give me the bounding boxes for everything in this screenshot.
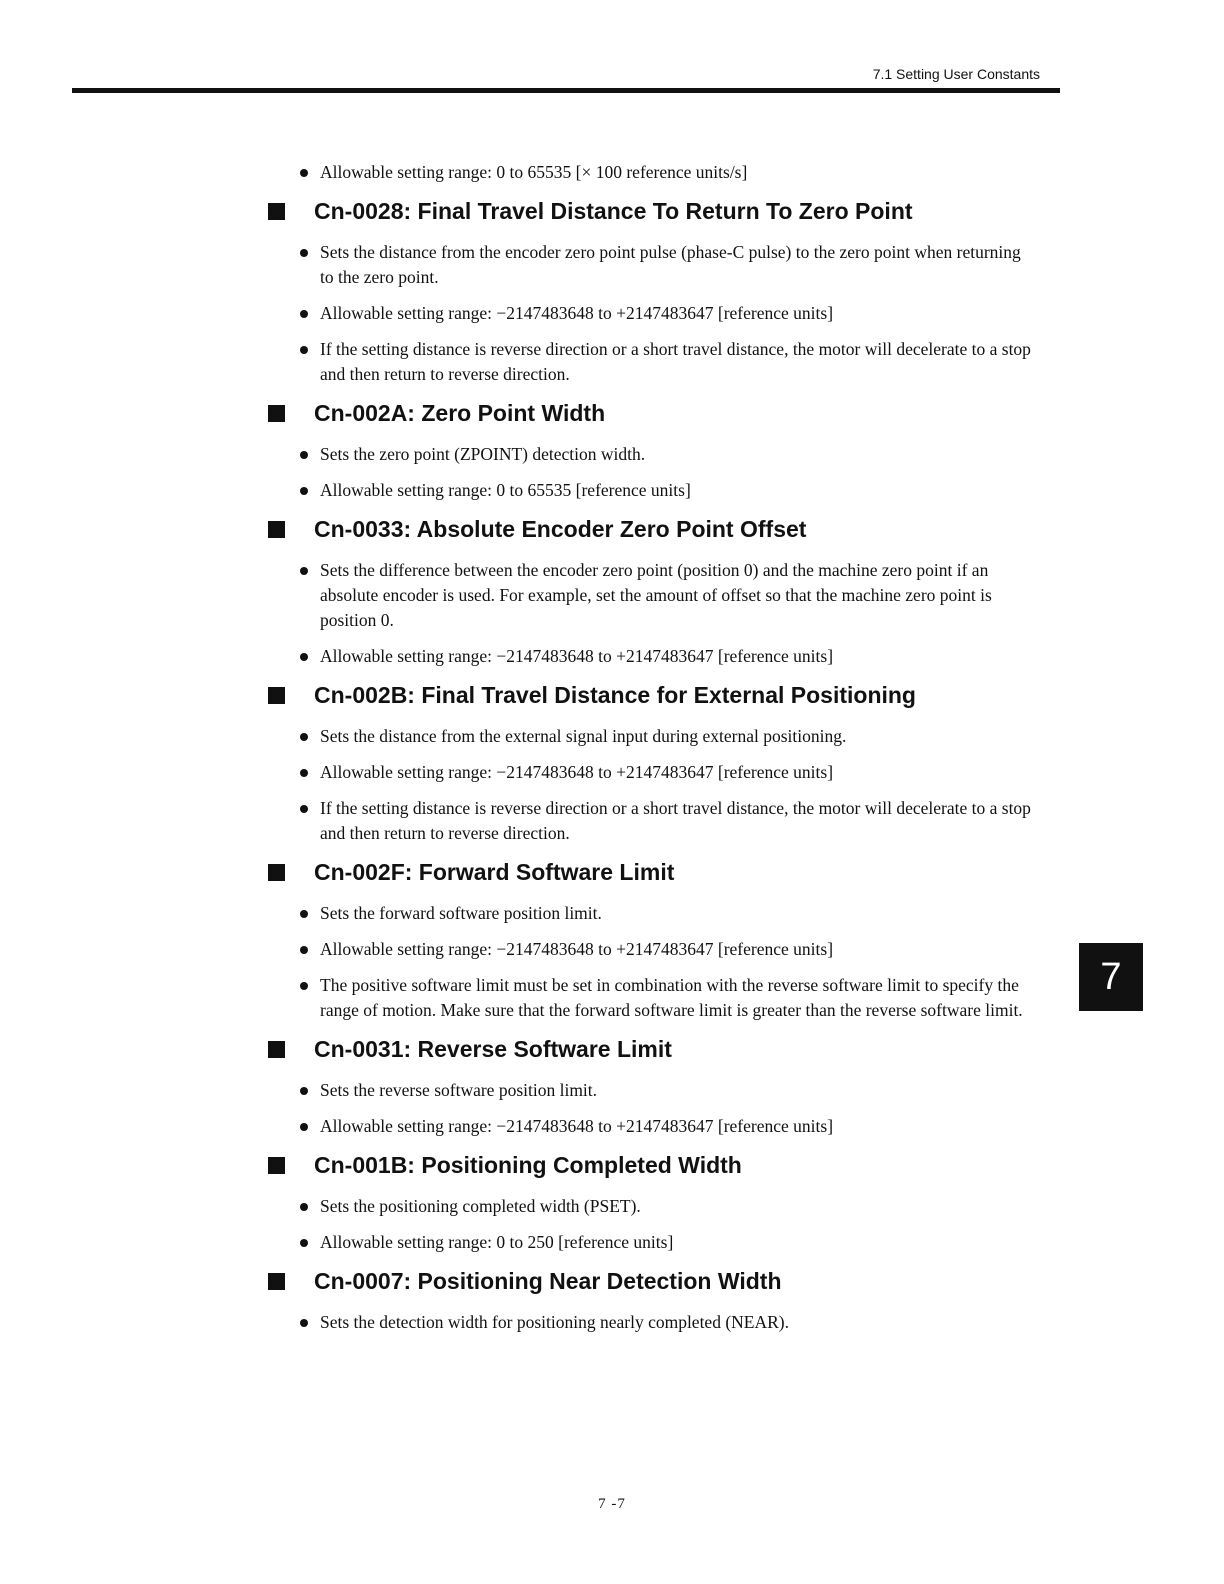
section-heading — [268, 1266, 1068, 1296]
section-cn-0007 — [268, 1266, 1068, 1335]
running-head: 7.1 Setting User Constants — [872, 66, 1040, 82]
section-heading-text: Cn-0007: Positioning Near Detection Width — [314, 1268, 782, 1294]
square-bullet-icon — [268, 1273, 285, 1290]
bullet-list — [268, 1194, 1068, 1255]
section-cn-002b — [268, 680, 1068, 846]
square-bullet-icon — [268, 687, 285, 704]
section-heading — [268, 857, 1068, 887]
section-heading — [268, 680, 1068, 710]
bullet-item: Allowable setting range: −2147483648 to +2147483647 [reference units] — [320, 1114, 1032, 1139]
section-heading-text: Cn-0033: Absolute Encoder Zero Point Offset — [314, 516, 807, 542]
bullet-list — [268, 1310, 1068, 1335]
bullet-item: Allowable setting range: −2147483648 to +2147483647 [reference units] — [320, 644, 1032, 669]
section-cn-002f — [268, 857, 1068, 1023]
section-heading — [268, 1150, 1068, 1180]
bullet-list — [268, 724, 1068, 846]
section-cn-001b — [268, 1150, 1068, 1255]
bullet-list — [268, 558, 1068, 669]
bullet-list — [268, 240, 1068, 387]
square-bullet-icon — [268, 864, 285, 881]
bullet-item: Allowable setting range: 0 to 65535 [reference units] — [320, 478, 1032, 503]
header-rule — [72, 88, 1060, 93]
section-heading — [268, 196, 1068, 226]
bullet-item: Allowable setting range: −2147483648 to +2147483647 [reference units] — [320, 760, 1032, 785]
bullet-item: Allowable setting range: 0 to 65535 [× 100 reference units/s] — [320, 160, 1032, 185]
square-bullet-icon — [268, 1157, 285, 1174]
bullet-item: Sets the distance from the encoder zero point pulse (phase-C pulse) to the zero point when returning to the zero point. — [320, 240, 1032, 290]
bullet-item: Allowable setting range: −2147483648 to +2147483647 [reference units] — [320, 301, 1032, 326]
section-cn-0028 — [268, 196, 1068, 387]
section-heading-text: Cn-0028: Final Travel Distance To Return To Zero Point — [314, 198, 913, 224]
section-cn-0033 — [268, 514, 1068, 669]
section-heading-text: Cn-002A: Zero Point Width — [314, 400, 606, 426]
square-bullet-icon — [268, 521, 285, 538]
page-content — [268, 160, 1068, 1346]
square-bullet-icon — [268, 405, 285, 422]
chapter-tab: 7 — [1079, 943, 1143, 1011]
bullet-item: Allowable setting range: −2147483648 to +2147483647 [reference units] — [320, 937, 1032, 962]
bullet-list — [268, 901, 1068, 1023]
bullet-item: Sets the positioning completed width (PSET). — [320, 1194, 1032, 1219]
page-number: 7 -7 — [598, 1496, 626, 1512]
section-heading-text: Cn-002B: Final Travel Distance for External Positioning — [314, 682, 916, 708]
square-bullet-icon — [268, 1041, 285, 1058]
bullet-item: Sets the forward software position limit. — [320, 901, 1032, 926]
square-bullet-icon — [268, 203, 285, 220]
section-cn-0031 — [268, 1034, 1068, 1139]
section-heading-text: Cn-002F: Forward Software Limit — [314, 859, 675, 885]
bullet-list — [268, 1078, 1068, 1139]
section-cn-002a — [268, 398, 1068, 503]
section-heading — [268, 398, 1068, 428]
bullet-item: If the setting distance is reverse direction or a short travel distance, the motor will decelerate to a stop and then return to reverse direction. — [320, 796, 1032, 846]
bullet-item: Sets the reverse software position limit. — [320, 1078, 1032, 1103]
bullet-item: Sets the detection width for positioning nearly completed (NEAR). — [320, 1310, 1032, 1335]
section-heading — [268, 1034, 1068, 1064]
bullet-item: If the setting distance is reverse direction or a short travel distance, the motor will decelerate to a stop and then return to reverse direction. — [320, 337, 1032, 387]
section-heading-text: Cn-001B: Positioning Completed Width — [314, 1152, 742, 1178]
bullet-item: The positive software limit must be set in combination with the reverse software limit to specify the range of motion. Make sure that the forward software limit is greater than the reverse software limit. — [320, 973, 1032, 1023]
bullet-list — [268, 442, 1068, 503]
section-heading-text: Cn-0031: Reverse Software Limit — [314, 1036, 672, 1062]
bullet-item: Sets the difference between the encoder zero point (position 0) and the machine zero point if an absolute encoder is used. For example, set the amount of offset so that the machine zero point is position 0. — [320, 558, 1032, 633]
intro-bullet-list — [268, 160, 1068, 185]
bullet-item: Sets the distance from the external signal input during external positioning. — [320, 724, 1032, 749]
section-heading — [268, 514, 1068, 544]
bullet-item: Allowable setting range: 0 to 250 [reference units] — [320, 1230, 1032, 1255]
bullet-item: Sets the zero point (ZPOINT) detection width. — [320, 442, 1032, 467]
